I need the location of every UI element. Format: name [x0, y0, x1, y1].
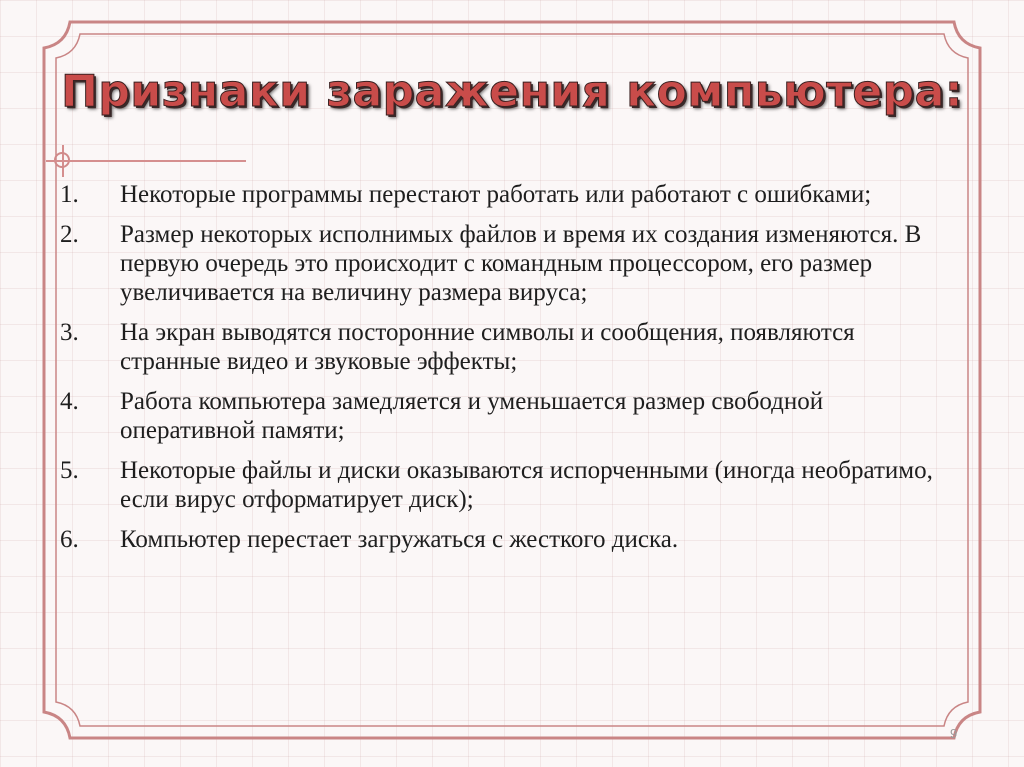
list-item-text: Размер некоторых исполнимых файлов и время их создания изменяются. В первую очередь это происходит с командным процессором, его размер увеличивается на величину размера вируса; [120, 221, 922, 306]
page-number: 9 [950, 726, 958, 741]
list-item [60, 220, 960, 307]
symptom-list [60, 180, 960, 565]
list-item [60, 525, 960, 554]
title-underline [46, 160, 246, 162]
list-item [60, 318, 960, 376]
list-item-text: Некоторые файлы и диски оказываются испорченными (иногда необратимо, если вирус отформатирует диск); [120, 457, 933, 513]
list-item-text: На экран выводятся посторонние символы и сообщения, появляются странные видео и звуковые эффекты; [120, 319, 855, 375]
list-item-number: 1. [60, 181, 79, 208]
list-item-number: 4. [60, 388, 79, 415]
list-item-number: 2. [60, 221, 79, 248]
list-item [60, 456, 960, 514]
slide-title: Признаки заражения компьютера: [61, 66, 963, 117]
list-item-text: Компьютер перестает загружаться с жесткого диска. [120, 526, 679, 553]
list-item-text: Некоторые программы перестают работать или работают с ошибками; [120, 181, 872, 208]
list-item [60, 180, 960, 209]
list-item [60, 387, 960, 445]
list-item-text: Работа компьютера замедляется и уменьшается размер свободной оперативной памяти; [120, 388, 824, 444]
list-item-number: 6. [60, 526, 79, 553]
list-item-number: 5. [60, 457, 79, 484]
list-item-number: 3. [60, 319, 79, 346]
